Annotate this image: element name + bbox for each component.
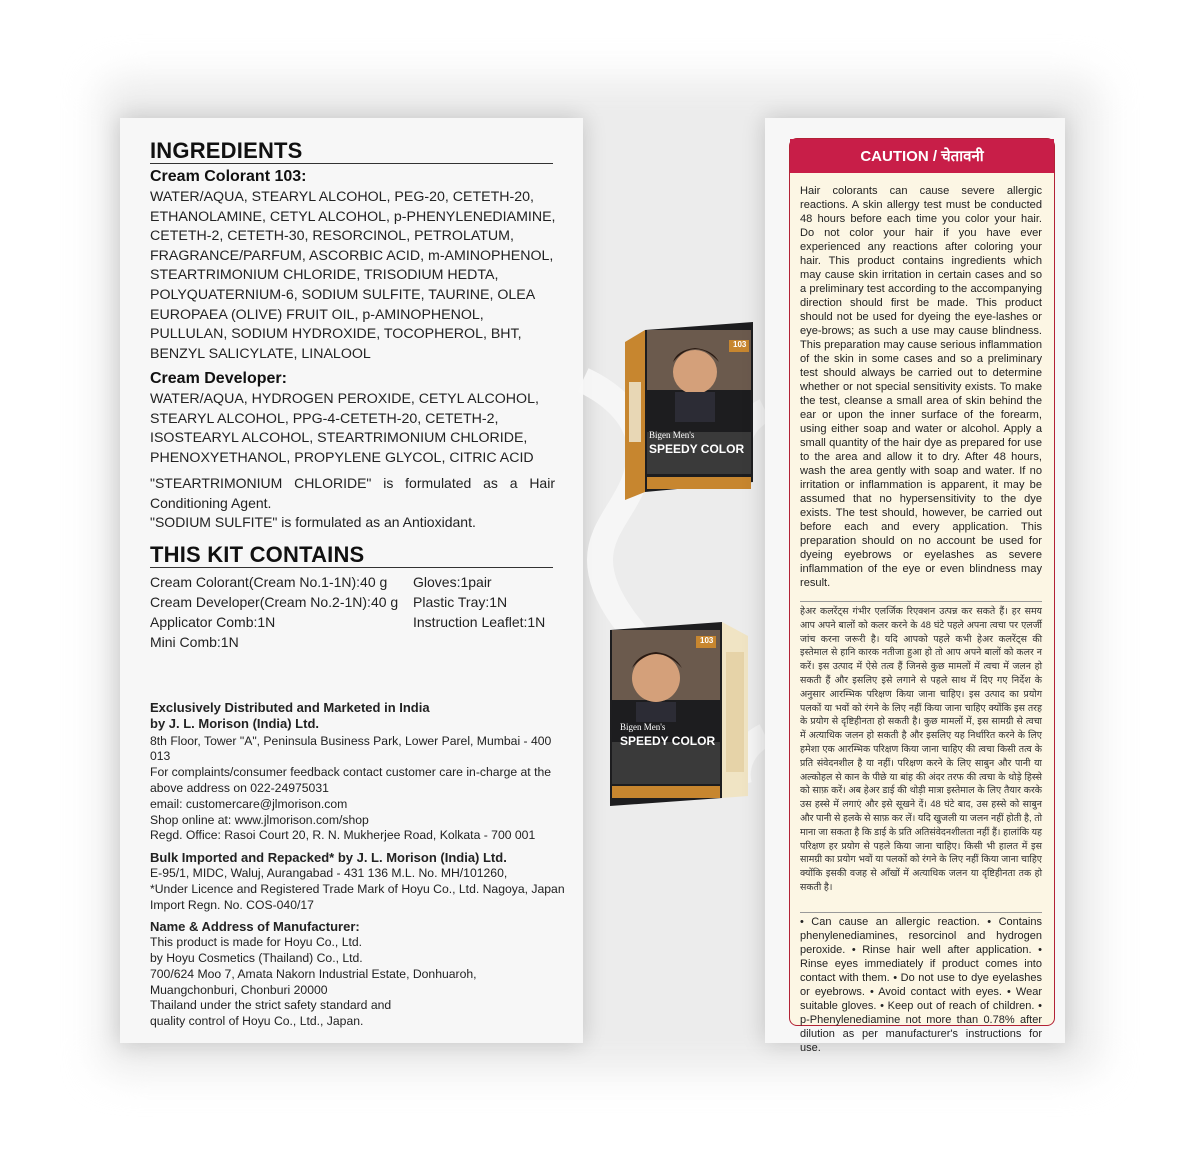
caution-box <box>789 138 1055 1054</box>
caution-panel <box>765 118 1065 1054</box>
product-name-label: SPEEDY COLOR <box>649 442 745 456</box>
import-line: *Under Licence and Registered Trade Mark of Hoyu Co., Ltd. Nagoya, Japan <box>150 881 565 896</box>
manufacturer-line: by Hoyu Cosmetics (Thailand) Co., Ltd. <box>150 950 363 965</box>
import-line: Import Regn. No. COS-040/17 <box>150 897 314 912</box>
manufacturer-line: Muangchonburi, Chonburi 20000 <box>150 982 328 997</box>
caution-english-text: Hair colorants can cause severe allergic reactions. A skin allergy test must be conducted 48 hours before each time you color your hair. Do not color your hair if you have ever experienced any reactions after coloring your hair. This product contains ingredients which may cause skin irritation in certain cases and so a preliminary test according to the accompanying direction should first be made. This product should not be used for dyeing the eye-lashes or eye-brows; as such a use may cause blindness. This preparation may cause serious inflammation of the skin in some cases and so a preliminary test should always be carried out to determine whether or not special sensitivity exists. To make the test, cleanse a small area of skin behind the ear or upon the inner surface of the forearm, using either soap and water or alcohol. Apply a small quantity of the hair dye as prepared for use to the area and allow it to dry. After 48 hours, wash the area gently with soap and water. If no irritation or inflammation is apparent, it may be assumed that no hypersensitivity to the dye exists. The test should, however, be carried out before each and every application. This preparation should on no account be used for dyeing eyebrows or eyelashes as severe inflammation of the eye or even blindness may result. <box>800 185 1042 589</box>
caution-hindi-text: हेअर कलरेंट्स गंभीर एलर्जिक रिएक्शन उत्पन्न कर सकते हैं। हर समय आप अपने बालों को कलर करने के 48 घंटे पहले अपना त्वचा पर एलर्जी जांच करना जरूरी है। यदि आपको पहले कभी हेअर कलरेंट्स की इस्तेमाल से हानि कारक नतीजा हुआ हो तो आप अपने बालों को कलर न करें। इस उत्पाद में ऐसे तत्व हैं जिनसे कुछ मामलों में त्वचा में जलन हो सकती हैं और इसलिए इसे लगाने से पहले साथ में दिए गए निर्देश के अनुसार आरम्भिक परिक्षण किया जाना चाहिए। इस उत्पाद का प्रयोग पलकों या भवों को रंगने के लिए नहीं किया जाना चाहिए क्योंकि इस तरह के प्रयोग से दृष्टिहीनता हो सकती है। कुछ मामलों में, इस सामग्री से त्वचा में अत्याधिक जलन हो सकती है और इसलिए यह निर्धारित करने के लिए हमेशा एक आरम्भिक परिक्षण किया जाना चाहिए की त्वचा किसी तत्व के प्रति संवेदनशील है या नहीं। परिक्षण करने के लिए साबुन और पानी या अल्कोहल से कान के पीछे या बांह की अंदर तरफ की त्वचा के थोड़े हिस्से को साफ़ करें। अब हेअर डाई की थोड़ी मात्रा इस्तेमाल के लिए तैयार करके उस हस्से में लगाएं और इसे सूखने दें। 48 घंटे बाद, उस हस्से को साबुन और पानी से हलके से साफ़ कर लें। यदि खुजली या जलन नहीं होती है, तो माना जा सकता है कि डाई के प्रति अतिसंवेदनशीलता नहीं हैं। हालांकि यह परिक्षण हर प्रयोग से पहले किया जाना चाहिए। किसी भी हालत में इस सामग्री का प्रयोग भवों या पलकों को रंगने के लिए नहीं किया जाना चाहिए क्योंकि इसकी वजह से आँखों में अत्याधिक जलन या दृष्टिहीनता तक हो सकती है। <box>800 601 1042 894</box>
conditioning-note: "STEARTRIMONIUM CHLORIDE" is formulated as a Hair Conditioning Agent. <box>150 475 555 511</box>
shade-label: 103 <box>700 636 714 645</box>
regd-office-line: Regd. Office: Rasoi Court 20, R. N. Mukherjee Road, Kolkata - 700 001 <box>150 828 536 843</box>
product-name-label: SPEEDY COLOR <box>620 734 716 748</box>
caution-title: CAUTION / चेतावनी <box>790 139 1054 173</box>
manufacturer-line: 700/624 Moo 7, Amata Nakorn Industrial Estate, Donhuaroh, <box>150 966 477 981</box>
kit-item: Instruction Leaflet:1N <box>413 614 546 630</box>
manufacturer-line: Thailand under the strict safety standard and <box>150 998 392 1013</box>
import-head: Bulk Imported and Repacked* by J. L. Morison (India) Ltd. <box>150 850 507 866</box>
product-box-icon <box>625 322 755 502</box>
manufacturer-line: This product is made for Hoyu Co., Ltd. <box>150 935 363 950</box>
shop-line: Shop online at: www.jlmorison.com/shop <box>150 812 369 827</box>
kit-item: Mini Comb:1N <box>150 634 239 650</box>
manufacturer-head: Name & Address of Manufacturer: <box>150 919 360 935</box>
distribution-head: Exclusively Distributed and Marketed in India <box>150 700 430 715</box>
product-box-image <box>625 322 755 507</box>
kit-item: Gloves:1pair <box>413 574 492 590</box>
distributor-name: by J. L. Morison (India) Ltd. <box>150 715 319 731</box>
ingredients-title: INGREDIENTS <box>150 138 303 163</box>
kit-item: Cream Colorant(Cream No.1-1N):40 g <box>150 574 388 590</box>
import-line: E-95/1, MIDC, Waluj, Aurangabad - 431 136 M.L. No. MH/101260, <box>150 865 508 880</box>
kit-item: Cream Developer(Cream No.2-1N):40 g <box>150 594 399 610</box>
feedback-line: For complaints/consumer feedback contact customer care in-charge at the above address on 022-24975031 <box>150 765 552 795</box>
kit-title: THIS KIT CONTAINS <box>150 542 365 567</box>
kit-item: Applicator Comb:1N <box>150 614 276 630</box>
developer-ingredients: WATER/AQUA, HYDROGEN PEROXIDE, CETYL ALCOHOL, STEARYL ALCOHOL, PPG-4-CETETH-20, CETETH-2, ISOSTEARYL ALCOHOL, STEARTRIMONIUM CHLORIDE, PHENOXYETHANOL, PROPYLENE GLYCOL, CITRIC ACID <box>150 391 539 466</box>
manufacturer-line: quality control of Hoyu Co., Ltd., Japan. <box>150 1014 364 1029</box>
colorant-ingredients: WATER/AQUA, STEARYL ALCOHOL, PEG-20, CETETH-20, ETHANOLAMINE, CETYL ALCOHOL, p-PHENYLENEDIAMINE, CETETH-2, CETETH-30, RESORCINOL, PETROLATUM, FRAGRANCE/PARFUM, ASCORBIC ACID, m-AMINOPHENOL, STEARTRIMONIUM CHLORIDE, TRISODIUM HEDTA, POLYQUATERNIUM-6, SODIUM SULFITE, TAURINE, OLEA EUROPAEA (OLIVE) FRUIT OIL, p-AMINOPHENOL, PULLULAN, SODIUM HYDROXIDE, TOCOPHEROL, BHT, BENZYL SALICYLATE, LINALOOL <box>150 189 556 362</box>
antioxidant-note: "SODIUM SULFITE" is formulated as an Antioxidant. <box>150 514 476 530</box>
developer-title: Cream Developer: <box>150 370 287 387</box>
kit-item: Plastic Tray:1N <box>413 594 508 610</box>
brand-label: Bigen Men's <box>649 430 695 440</box>
brand-label: Bigen Men's <box>620 722 666 732</box>
address-line: 8th Floor, Tower "A", Peninsula Business Park, Lower Parel, Mumbai - 400 013 <box>150 733 552 764</box>
caution-bullets: • Can cause an allergic reaction. • Contains phenylenediamines, resorcinol and hydrogen peroxide. • Rinse hair well after application. • Rinse eyes immediately if product comes into contact with them. • Do not use to dye eyelashes or eyebrows. • Avoid contact with eyes. • Wear suitable gloves. • Keep out of reach of children. • p-Phenylenediamine not more than 0.78% after dilution as per manufacturer's instructions for use. <box>800 912 1042 1055</box>
product-box-image <box>610 622 750 815</box>
email-line: email: customercare@jlmorison.com <box>150 796 348 811</box>
product-box-icon <box>610 622 750 810</box>
shade-label: 103 <box>733 340 747 349</box>
colorant-title: Cream Colorant 103: <box>150 168 307 185</box>
